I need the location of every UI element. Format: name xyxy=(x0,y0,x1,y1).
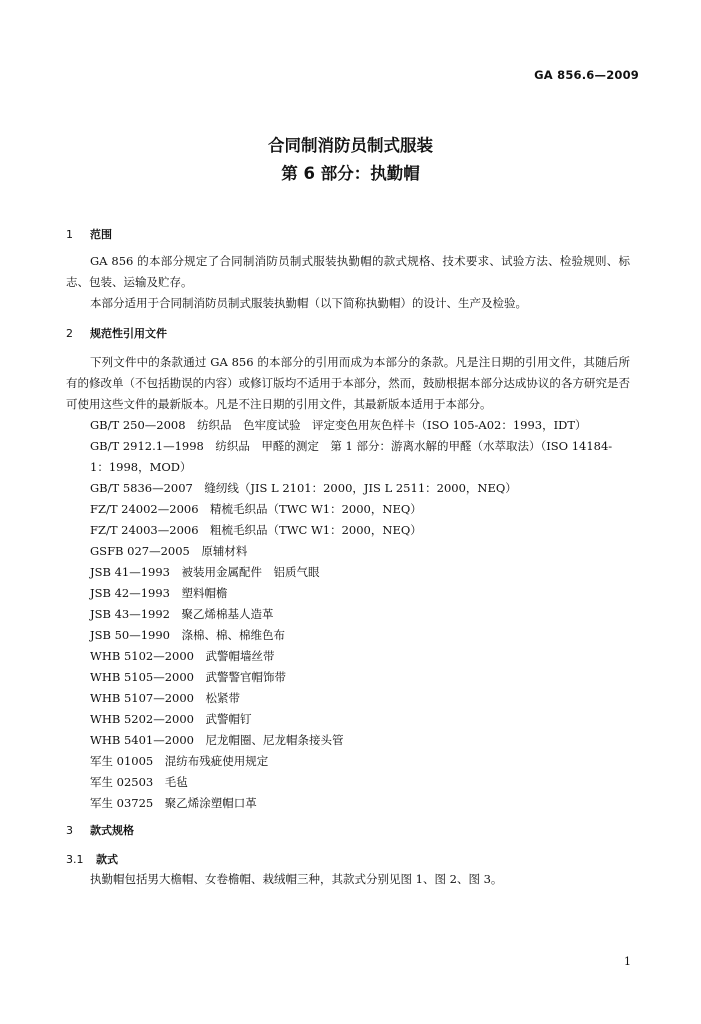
reference-title: 塑料帽檐 xyxy=(181,586,228,600)
reference-title: 精梳毛织品（TWC W1：2000，NEQ） xyxy=(210,502,422,516)
section-1-paragraph-1: GA 856 的本部分规定了合同制消防员制式服装执勤帽的款式规格、技术要求、试验方法、检验规则、标志、包装、运输及贮存。 xyxy=(66,254,630,289)
reference-code: WHB 5105—2000 xyxy=(90,670,194,684)
reference-item xyxy=(90,730,630,751)
reference-item xyxy=(90,562,630,583)
reference-code: 军生 02503 xyxy=(90,775,154,789)
section-2-heading xyxy=(66,325,167,341)
section-number: 1 xyxy=(66,228,73,241)
reference-title: 武警帽钉 xyxy=(205,712,252,726)
section-3-heading xyxy=(66,822,134,838)
reference-title: 原辅材料 xyxy=(201,544,248,558)
reference-item xyxy=(90,709,630,730)
reference-title: 聚乙烯涂塑帽口革 xyxy=(164,796,257,810)
reference-item xyxy=(90,667,630,688)
reference-item xyxy=(90,478,630,499)
reference-code: WHB 5107—2000 xyxy=(90,691,194,705)
reference-code: JSB 50—1990 xyxy=(90,628,170,642)
reference-item xyxy=(90,520,630,541)
reference-code: 军生 03725 xyxy=(90,796,154,810)
reference-code: GB/T 5836—2007 xyxy=(90,481,193,495)
section-number: 2 xyxy=(66,327,73,340)
reference-item xyxy=(90,604,630,625)
reference-title: 尼龙帽圈、尼龙帽条接头管 xyxy=(205,733,344,747)
reference-code: GSFB 027—2005 xyxy=(90,544,190,558)
reference-title: 纺织品 甲醛的测定 第 1 部分：游离水解的甲醛（水萃取法）（ISO 14184-1：1998，MOD） xyxy=(90,439,613,474)
reference-title: 粗梳毛织品（TWC W1：2000，NEQ） xyxy=(210,523,422,537)
standard-code: GA 856.6—2009 xyxy=(534,68,639,82)
reference-item xyxy=(90,772,630,793)
reference-title: 纺织品 色牢度试验 评定变色用灰色样卡（ISO 105-A02：1993，IDT） xyxy=(197,418,587,432)
section-1-paragraph-2: 本部分适用于合同制消防员制式服装执勤帽（以下简称执勤帽）的设计、生产及检验。 xyxy=(90,296,527,310)
reference-item xyxy=(66,436,630,478)
reference-title: 被装用金属配件 铝质气眼 xyxy=(181,565,320,579)
reference-title: 武警帽墙丝带 xyxy=(205,649,275,663)
reference-title: 武警警官帽饰带 xyxy=(205,670,286,684)
section-title: 规范性引用文件 xyxy=(90,327,167,340)
reference-code: WHB 5202—2000 xyxy=(90,712,194,726)
reference-item xyxy=(90,625,630,646)
document-subtitle: 第 6 部分：执勤帽 xyxy=(281,164,420,183)
section-1-heading xyxy=(66,226,112,242)
reference-code: GB/T 250—2008 xyxy=(90,418,186,432)
reference-code: 军生 01005 xyxy=(90,754,154,768)
reference-item xyxy=(90,751,630,772)
subsection-title: 款式 xyxy=(96,853,118,866)
reference-title: 涤棉、棉、棉维色布 xyxy=(181,628,285,642)
reference-item xyxy=(90,499,630,520)
reference-item xyxy=(90,583,630,604)
reference-code: FZ/T 24003—2006 xyxy=(90,523,199,537)
reference-item xyxy=(90,541,630,562)
reference-item xyxy=(90,688,630,709)
section-number: 3 xyxy=(66,824,73,837)
reference-title: 松紧带 xyxy=(205,691,240,705)
subsection-3-1-heading xyxy=(66,851,118,867)
reference-item xyxy=(90,415,630,436)
reference-code: FZ/T 24002—2006 xyxy=(90,502,199,516)
section-2-intro: 下列文件中的条款通过 GA 856 的本部分的引用而成为本部分的条款。凡是注日期的引用文件，其随后所有的修改单（不包括勘误的内容）或修订版均不适用于本部分，然而，鼓励根据本部分达成协议的各方研究是否可使用这些文件的最新版本。凡是不注日期的引用文件，其最新版本适用于本部分。 xyxy=(66,355,630,411)
reference-code: WHB 5401—2000 xyxy=(90,733,194,747)
section-title: 款式规格 xyxy=(90,824,134,837)
subsection-number: 3.1 xyxy=(66,853,84,866)
reference-item xyxy=(90,646,630,667)
reference-code: JSB 42—1993 xyxy=(90,586,170,600)
reference-title: 毛毡 xyxy=(164,775,188,789)
reference-title: 聚乙烯棉基人造革 xyxy=(181,607,274,621)
reference-code: JSB 43—1992 xyxy=(90,607,170,621)
reference-item xyxy=(90,793,630,814)
section-title: 范围 xyxy=(90,228,112,241)
page-number: 1 xyxy=(624,955,631,968)
reference-title: 缝纫线（JIS L 2101：2000，JIS L 2511：2000，NEQ） xyxy=(204,481,517,495)
reference-code: WHB 5102—2000 xyxy=(90,649,194,663)
reference-code: JSB 41—1993 xyxy=(90,565,170,579)
subsection-3-1-text: 执勤帽包括男大檐帽、女卷檐帽、栽绒帽三种，其款式分别见图 1、图 2、图 3。 xyxy=(90,872,503,886)
reference-title: 混纺布残疵使用规定 xyxy=(164,754,269,768)
normative-references-list xyxy=(90,415,630,814)
reference-code: GB/T 2912.1—1998 xyxy=(90,439,204,453)
document-title: 合同制消防员制式服装 xyxy=(268,136,433,155)
